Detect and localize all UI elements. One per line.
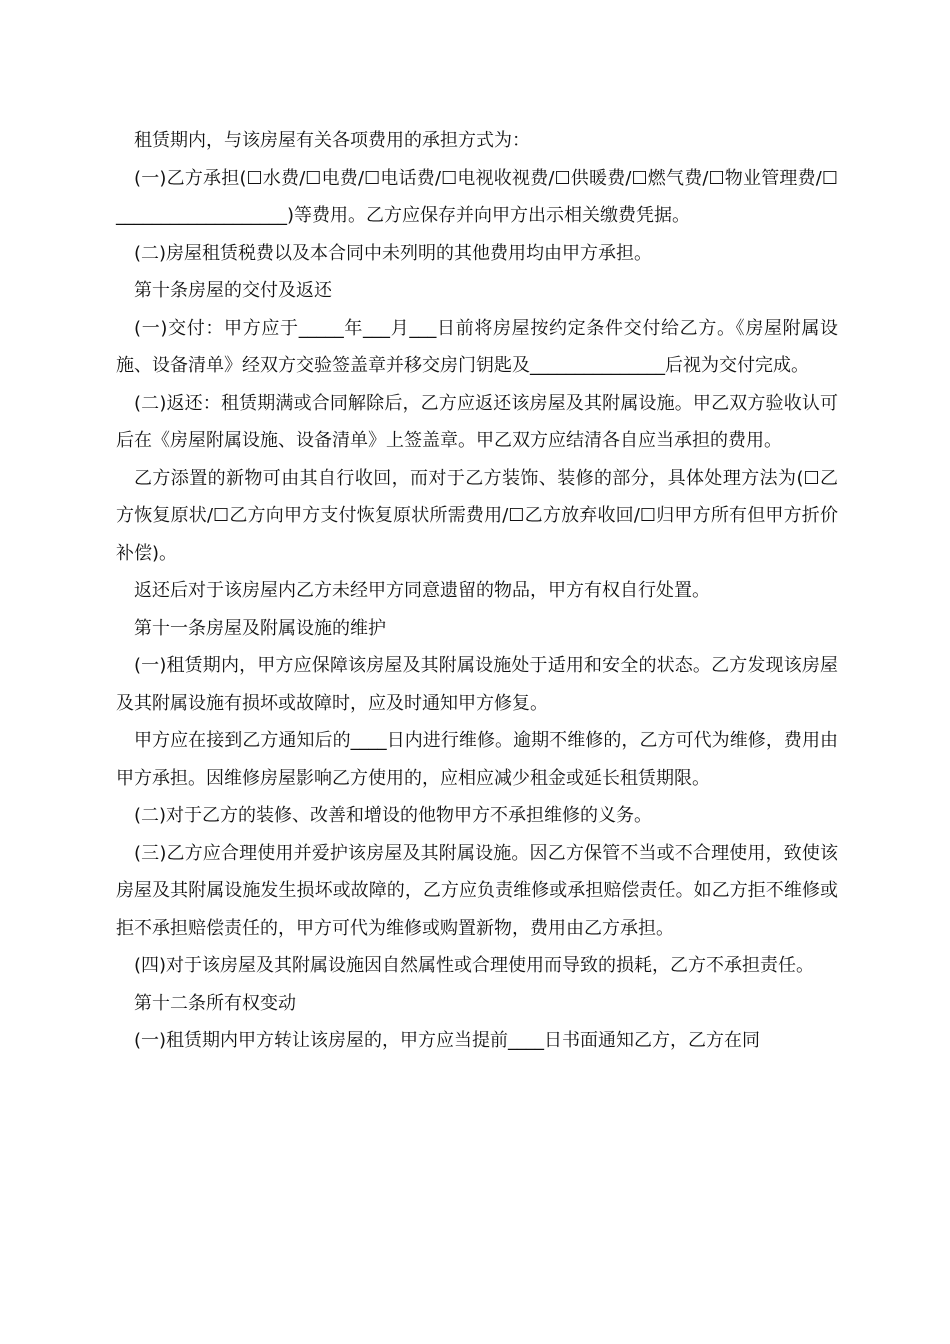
paragraph-fee-intro: 租赁期内，与该房屋有关各项费用的承担方式为： [134,130,530,151]
paragraph-left-items: 返还后对于该房屋内乙方未经甲方同意遗留的物品，甲方有权自行处置。 [134,580,710,601]
paragraph-maintenance-1: (一)租赁期内，甲方应保障该房屋及其附属设施处于适用和安全的状态。乙方发现该房屋及其附属设施有损坏或故障时，应及时通知甲方修复。 [116,655,838,714]
article-10-heading: 第十条房屋的交付及返还 [134,280,332,301]
article-12-heading: 第十二条所有权变动 [134,992,296,1014]
paragraph-maintenance-3: (三)乙方应合理使用并爱护该房屋及其附属设施。因乙方保管不当或不合理使用，致使该房屋及其附属设施发生损坏或故障的，乙方应负责维修或承担赔偿责任。如乙方拒不维修或拒不承担赔偿责任的，甲方可代为维修或购置新物，费用由乙方承担。 [116,842,838,939]
paragraph-fee-landlord: (二)房屋租赁税费以及本合同中未列明的其他费用均由甲方承担。 [134,242,653,264]
paragraph-return: (二)返还：租赁期满或合同解除后，乙方应返还该房屋及其附属设施。甲乙双方验收认可后在《房屋附属设施、设备清单》上签盖章。甲乙双方应结清各自应当承担的费用。 [116,392,838,451]
paragraph-delivery: (一)交付：甲方应于_____年___月___日前将房屋按约定条件交付给乙方。《房屋附属设施、设备清单》经双方交验签盖章并移交房门钥匙及_______________后视为交付完成。 [116,317,838,376]
paragraph-maintenance-2: (二)对于乙方的装修、改善和增设的他物甲方不承担维修的义务。 [134,805,653,826]
paragraph-maintenance-4: (四)对于该房屋及其附属设施因自然属性或合理使用而导致的损耗，乙方不承担责任。 [134,955,815,976]
paragraph-fee-tenant: (一)乙方承担(☐水费/☐电费/☐电话费/☐电视收视费/☐供暖费/☐燃气费/☐物业管理费/☐___________________)等费用。乙方应保存并向甲方出示相关缴费凭据。 [116,167,838,226]
paragraph-additions: 乙方添置的新物可由其自行收回，而对于乙方装饰、装修的部分，具体处理方法为(☐乙方恢复原状/☐乙方向甲方支付恢复原状所需费用/☐乙方放弃收回/☐归甲方所有但甲方折价补偿)。 [116,467,838,564]
paragraph-ownership-1: (一)租赁期内甲方转让该房屋的，甲方应当提前____日书面通知乙方，乙方在同 [134,1030,761,1051]
document-body [116,122,838,1060]
article-11-heading: 第十一条房屋及附属设施的维护 [134,617,386,639]
paragraph-maintenance-deadline: 甲方应在接到乙方通知后的____日内进行维修。逾期不维修的，乙方可代为维修，费用由甲方承担。因维修房屋影响乙方使用的，应相应减少租金或延长租赁期限。 [116,730,838,789]
